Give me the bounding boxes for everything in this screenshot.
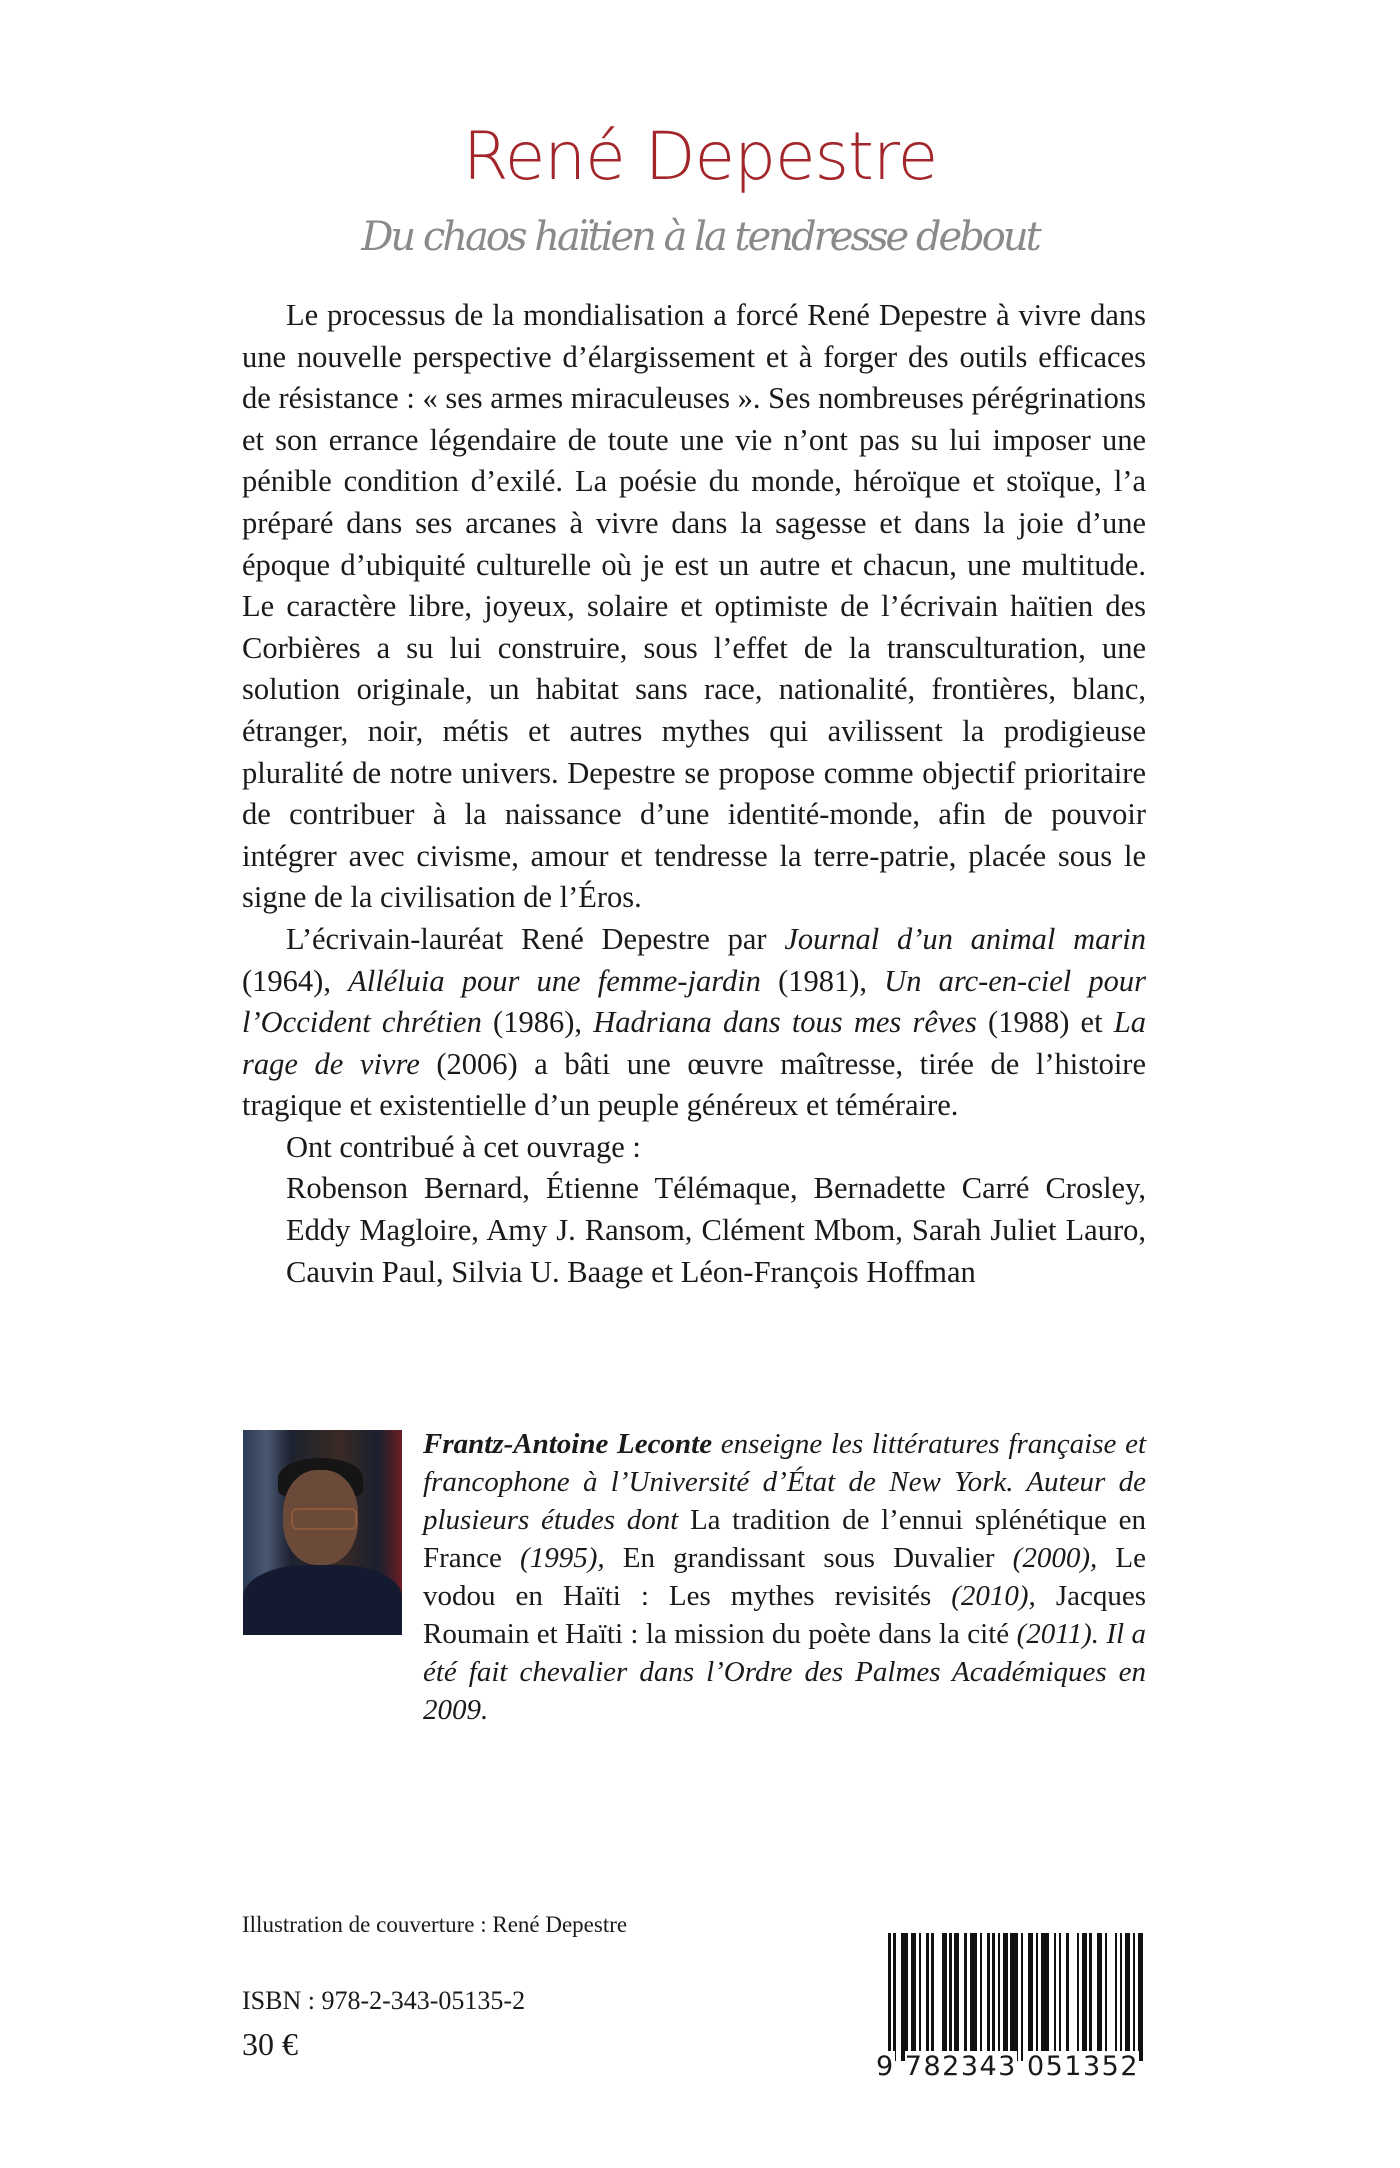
work-title: Un arc-en-ciel pour l’Occident chrétien xyxy=(242,963,1146,1040)
barcode-first-digit: 9 xyxy=(876,2051,895,2082)
price: 30 € xyxy=(242,2026,298,2062)
barcode-bar xyxy=(970,1933,978,2061)
barcode-bar xyxy=(1107,1933,1115,2061)
barcode-bar xyxy=(1010,1933,1018,2061)
author-photo xyxy=(243,1430,402,1635)
works-paragraph xyxy=(242,919,1146,1127)
text: (1981), xyxy=(760,963,885,998)
work-title: Hadriana dans tous mes rêves xyxy=(593,1005,977,1040)
barcode-bar xyxy=(934,1933,942,2061)
work-title: Alléluia pour une femme-jardin xyxy=(348,963,761,998)
book-subtitle: Du chaos haïtien à la tendresse debout xyxy=(361,214,1039,260)
isbn: ISBN : 978-2-343-05135-2 xyxy=(242,1986,526,2015)
work-title: Journal d’un animal marin xyxy=(784,921,1147,956)
text: (2000), xyxy=(994,1542,1116,1574)
contributors-list: Robenson Bernard, Étienne Télémaque, Bernadette Carré Crosley, Eddy Magloire, Amy J. Ransom, Clément Mbom, Sarah Juliet Lauro, Cauvin Paul, Silvia U. Baage et Léon-François Hoffman xyxy=(286,1171,1146,1289)
author-bio xyxy=(423,1425,1146,1729)
back-cover-text xyxy=(242,295,1146,1293)
contributors-label: Ont contribué à cet ouvrage : xyxy=(286,1129,641,1164)
text: (2010), xyxy=(931,1580,1056,1612)
barcode-bar xyxy=(1041,1933,1049,2061)
barcode-bar xyxy=(1069,1933,1077,2061)
text: (1986), xyxy=(481,1005,594,1040)
text: (2011). Il a été fait chevalier dans l’Ordre des Palmes Académiques en 2009. xyxy=(423,1618,1146,1726)
author-name: Frantz-Antoine Leconte xyxy=(423,1428,713,1460)
barcode-bar xyxy=(1143,1933,1146,2061)
text: (2006) a bâti une œuvre maîtresse, tirée de l’histoire tragique et existentielle d’un peuple généreux et téméraire. xyxy=(242,1046,1146,1123)
barcode-bar xyxy=(901,1933,909,2061)
work-title: En grandissant sous Duvalier xyxy=(622,1542,995,1574)
text: L’écrivain-lauréat René Depestre par xyxy=(286,921,785,956)
summary-paragraph: Le processus de la mondialisation a forcé René Depestre à vivre dans une nouvelle perspective d’élargissement et à forger des outils efficaces de résistance : « ses armes miraculeuses ». Ses nombreuses pérégrinations et son errance légendaire de toute une vie n’ont pas su lui imposer une pénible condition d’exilé. La poésie du monde, héroïque et stoïque, l’a préparé dans ses arcanes à vivre dans la sagesse et dans la joie d’une époque d’ubiquité culturelle où je est un autre et chacun, une multitude. Le caractère libre, joyeux, solaire et optimiste de l’écrivain haïtien des Corbières a su lui construire, sous l’effet de la transculturation, une solution originale, un habitat sans race, nationalité, frontières, blanc, étranger, noir, métis et autres mythes qui avilissent la prodigieuse pluralité de notre univers. Depestre se propose comme objectif prioritaire de contribuer à la naissance d’une identité-monde, afin de pouvoir intégrer avec civisme, amour et tendresse la terre-patrie, placée sous le signe de la civilisation de l’Éros. xyxy=(242,298,1146,915)
work-title: La tradition de l’ennui splénétique en France xyxy=(423,1504,1146,1574)
book-title: René Depestre xyxy=(462,118,938,195)
text: (1995), xyxy=(501,1542,623,1574)
work-title: Jacques Roumain et Haïti : la mission du poète dans la cité xyxy=(423,1580,1146,1650)
barcode xyxy=(876,1933,1148,2082)
text: (1988) et xyxy=(976,1005,1114,1040)
text: enseigne les littératures française et francophone à l’Université d’État de New York. Auteur de plusieurs études dont xyxy=(423,1428,1146,1536)
barcode-right-digits: 051352 xyxy=(1026,2051,1140,2082)
work-title: La rage de vivre xyxy=(242,1005,1146,1081)
text: (1964), xyxy=(242,963,349,998)
barcode-bars xyxy=(888,1933,1146,2061)
barcode-left-digits: 782343 xyxy=(904,2051,1017,2082)
work-title: Le vodou en Haïti : Les mythes revisités xyxy=(423,1542,1146,1612)
illustration-credit: Illustration de couverture : René Depestre xyxy=(242,1912,628,1937)
barcode-digits xyxy=(876,2051,1148,2082)
